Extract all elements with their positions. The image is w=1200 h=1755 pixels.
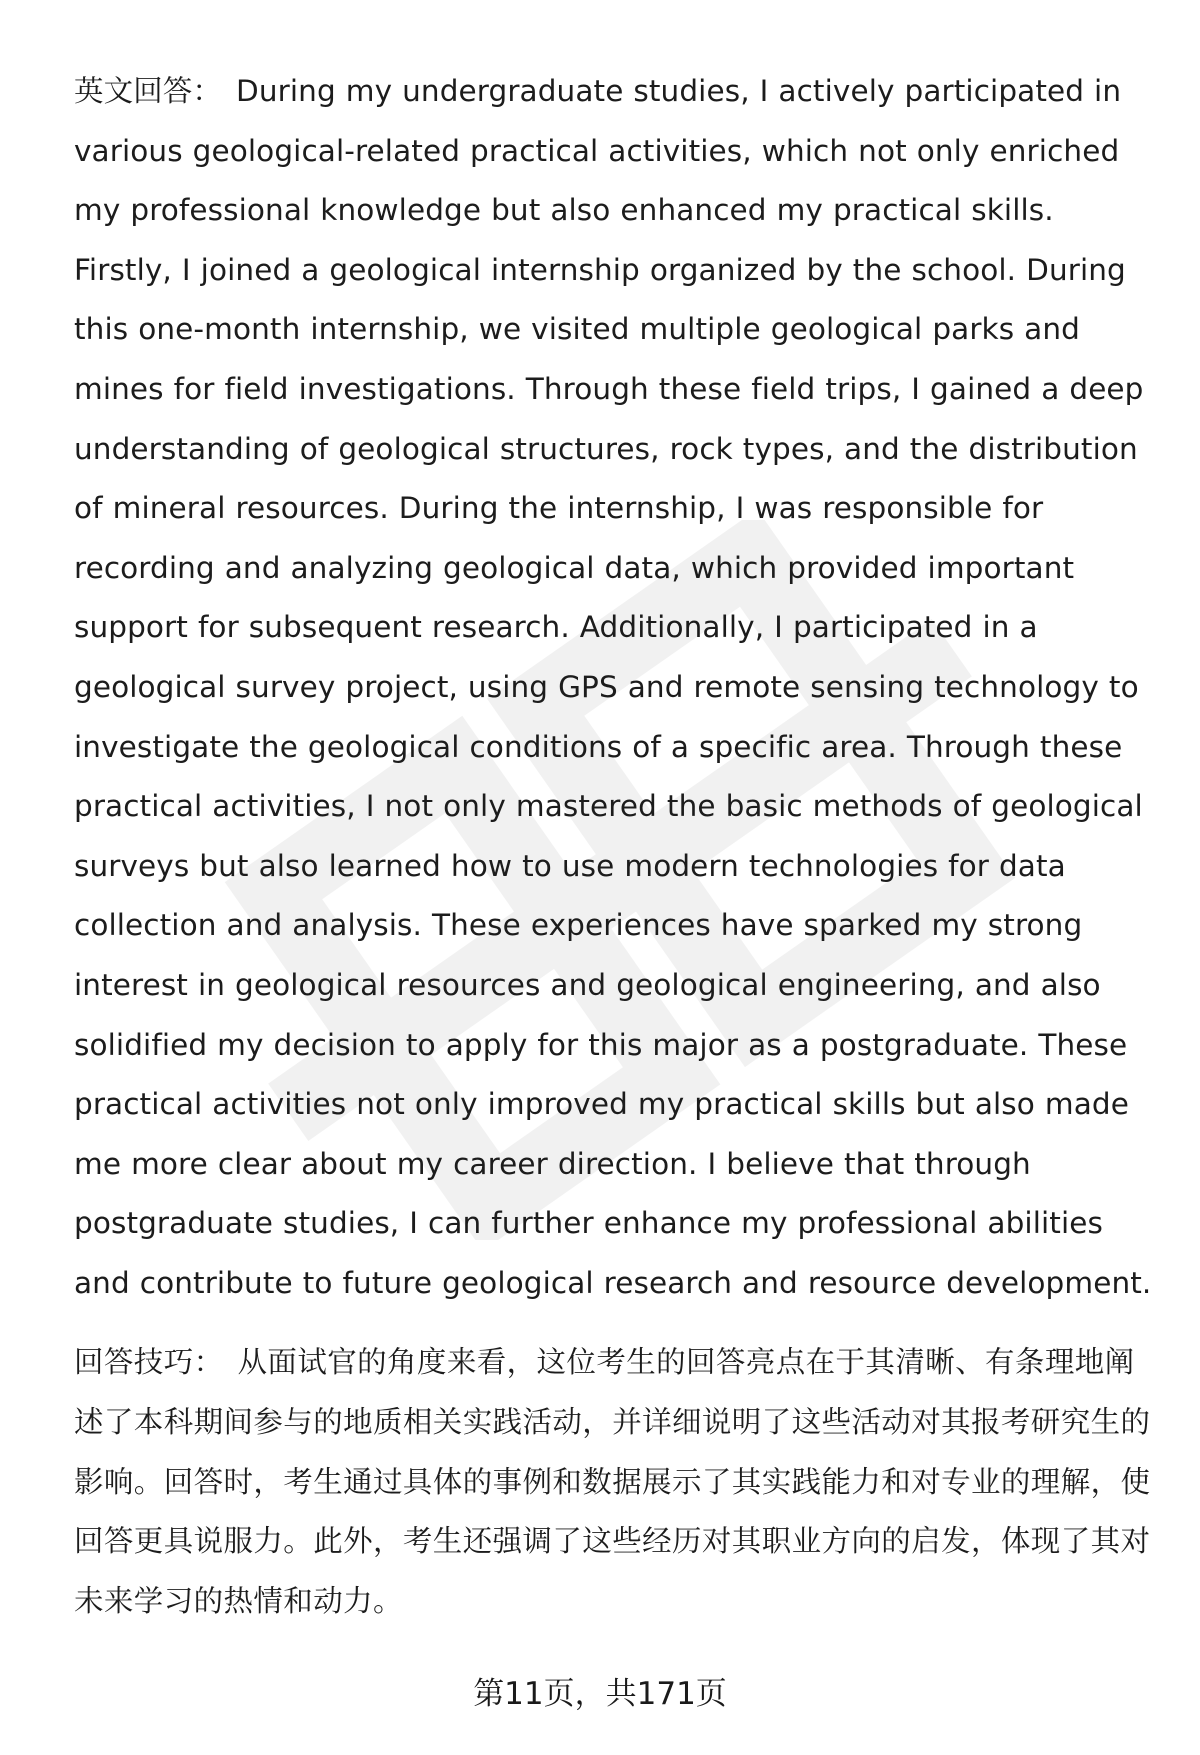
- english-answer-label: 英文回答：: [74, 74, 223, 108]
- english-answer-paragraph: [74, 62, 1154, 1313]
- answer-tips-paragraph: [74, 1333, 1154, 1631]
- answer-tips-label: 回答技巧：: [74, 1345, 224, 1380]
- english-answer-text: During my undergraduate studies, I actively participated in various geological-related practical activities, which not only enriched my professional knowledge but also enhanced my practical skills. Firstly, I joined a geological internship organized by the school. During this one-month internship, we visited multiple geological parks and mines for field investigations. Through these field trips, I gained a deep understanding of geological structures, rock types, and the distribution of mineral resources. During the internship, I was responsible for recording and analyzing geological data, which provided important support for subsequent research. Additionally, I participated in a geological survey project, using GPS and remote sensing technology to investigate the geological conditions of a specific area. Through these practical activities, I not only mastered the basic methods of geological surveys but also learned how to use modern technologies for data collection and analysis. These experiences have sparked my strong interest in geological resources and geological engineering, and also solidified my decision to apply for this major as a postgraduate. These practical activities not only improved my practical skills but also made me more clear about my career direction. I believe that through postgraduate studies, I can further enhance my professional abilities and contribute to future geological research and resource development.: [74, 74, 1152, 1300]
- answer-tips-text: 从面试官的角度来看，这位考生的回答亮点在于其清晰、有条理地阐述了本科期间参与的地质相关实践活动，并详细说明了这些活动对其报考研究生的影响。回答时，考生通过具体的事例和数据展示了其实践能力和对专业的理解，使回答更具说服力。此外，考生还强调了这些经历对其职业方向的启发，体现了其对未来学习的热情和动力。: [74, 1345, 1151, 1618]
- document-body: [74, 62, 1154, 1631]
- page-number: 第11页，共171页: [473, 1676, 727, 1712]
